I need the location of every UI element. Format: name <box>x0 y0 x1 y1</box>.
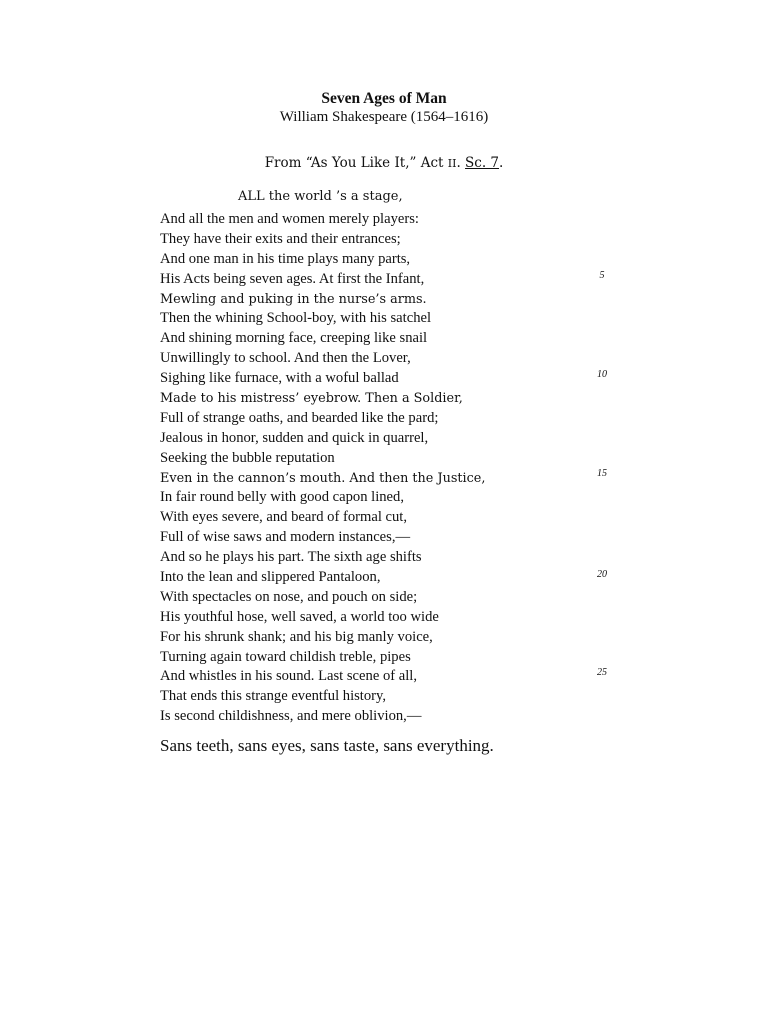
poem-line: Is second childishness, and mere oblivion,— <box>160 708 422 725</box>
poem-line: Mewling and puking in the nurse’s arms. <box>160 291 427 307</box>
source-act: II <box>447 157 457 170</box>
poem-line: Sighing like furnace, with a woful ballad <box>160 370 399 387</box>
poem-line: Made to his mistress’ eyebrow. Then a Soldier, <box>160 391 463 407</box>
poem-line: Full of strange oaths, and bearded like the pard; <box>160 409 439 426</box>
source-separator: . <box>456 155 466 171</box>
poem-line: And whistles in his sound. Last scene of all, <box>160 668 417 685</box>
source-suffix: . <box>499 155 504 171</box>
poem-line: And all the men and women merely players: <box>160 211 419 227</box>
poem-line: Seeking the bubble reputation <box>160 449 335 466</box>
poem-last-line: Sans teeth, sans eyes, sans taste, sans everything. <box>160 736 494 755</box>
line-number-20: 20 <box>597 569 607 580</box>
poem-line: His Acts being seven ages. At first the Infant, <box>160 270 425 287</box>
poem-source <box>0 155 768 171</box>
source-prefix: From “As You Like It,” Act <box>264 155 448 171</box>
line-number-25: 25 <box>597 667 607 678</box>
line-number-15: 15 <box>597 468 607 479</box>
poem-line: And one man in his time plays many parts, <box>160 250 411 267</box>
poem-title: Seven Ages of Man <box>321 90 447 107</box>
poem-line: That ends this strange eventful history, <box>160 688 387 705</box>
poem-line: With eyes severe, and beard of formal cut, <box>160 509 407 526</box>
poem-line: Turning again toward childish treble, pipes <box>160 648 411 665</box>
poem-line: Even in the cannon’s mouth. And then the Justice, <box>160 470 486 486</box>
poem-body <box>160 210 485 727</box>
poem-line: Unwillingly to school. And then the Lover, <box>160 350 411 367</box>
poem-line: Then the whining School-boy, with his satchel <box>160 310 432 327</box>
poem-line: They have their exits and their entrances; <box>160 230 401 247</box>
poem-line: And shining morning face, creeping like snail <box>160 330 428 347</box>
poem-line: And so he plays his part. The sixth age shifts <box>160 549 422 566</box>
poem-line: For his shrunk shank; and his big manly voice, <box>160 628 433 645</box>
poem-line: With spectacles on nose, and pouch on side; <box>160 588 418 605</box>
poem-line: Jealous in honor, sudden and quick in quarrel, <box>160 429 429 446</box>
poem-line: Full of wise saws and modern instances,— <box>160 529 411 546</box>
poem-line: His youthful hose, well saved, a world too wide <box>160 608 439 625</box>
line-number-10: 10 <box>597 369 607 380</box>
poem-author: William Shakespeare (1564–1616) <box>279 109 489 125</box>
poem-line: Into the lean and slippered Pantaloon, <box>160 569 381 586</box>
poem-line: In fair round belly with good capon lined, <box>160 489 404 506</box>
poem-first-line: ALL the world ’s a stage, <box>238 189 403 204</box>
source-scene: Sc. 7 <box>465 155 500 171</box>
line-number-5: 5 <box>599 270 605 281</box>
